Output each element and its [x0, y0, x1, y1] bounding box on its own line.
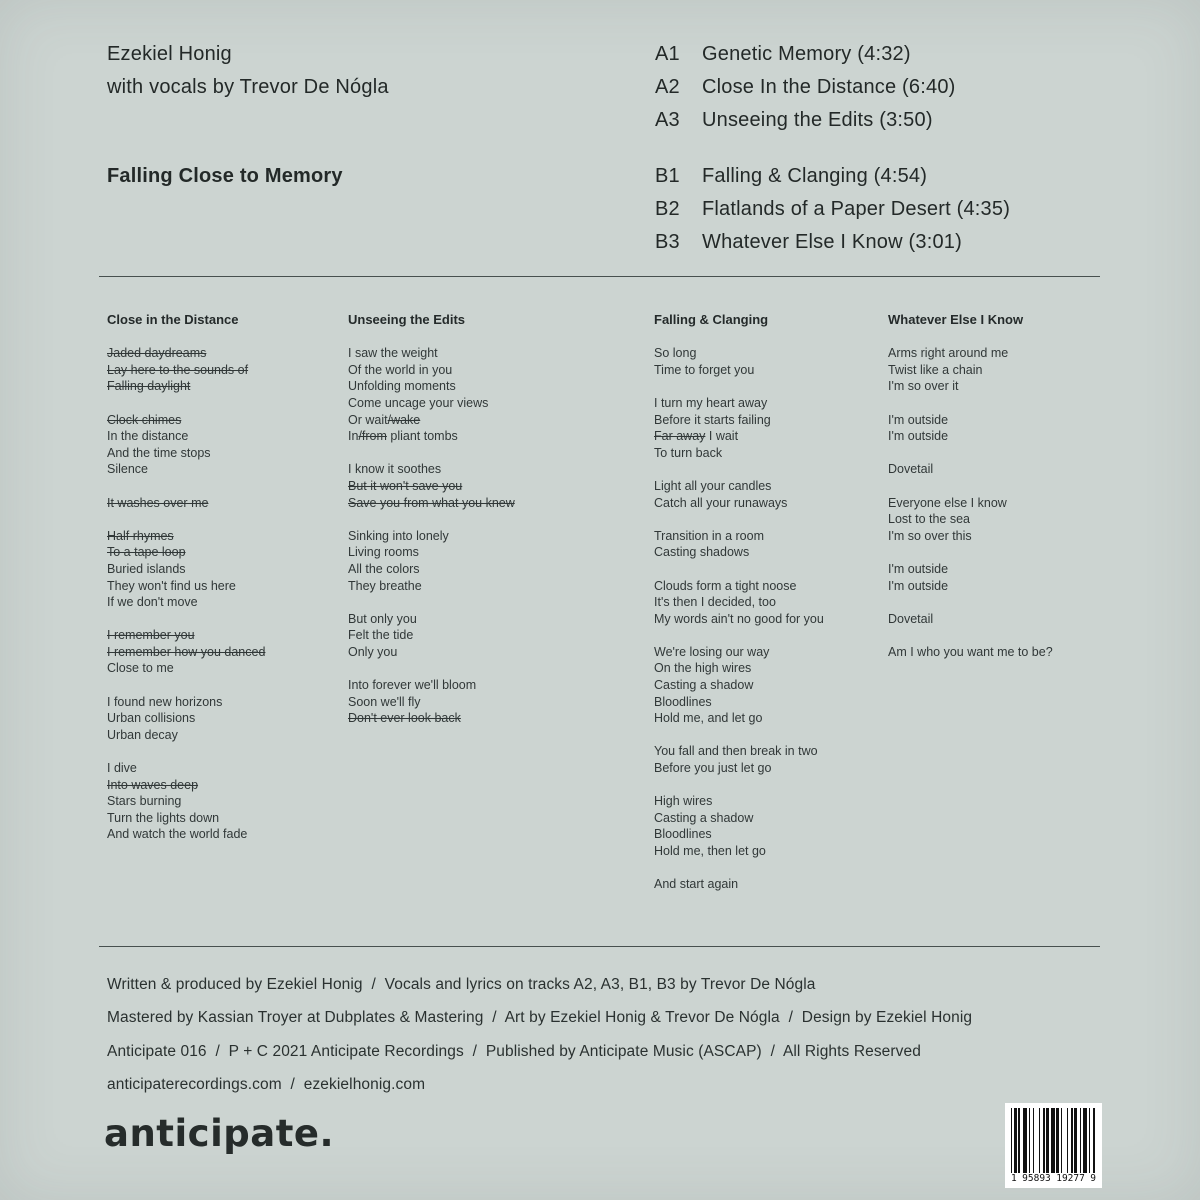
lyric-line [654, 445, 882, 462]
track-title: Whatever Else I Know (3:01) [702, 231, 962, 253]
lyric-line [348, 345, 648, 362]
lyric-line [107, 793, 342, 810]
lyrics-column-title: Unseeing the Edits [348, 312, 466, 327]
lyric-line [654, 677, 882, 694]
barcode-digit-group: 19277 [1056, 1173, 1085, 1184]
track-title: Close In the Distance (6:40) [702, 76, 956, 98]
lyric-text: Bloodlines [654, 827, 712, 842]
lyric-text: Catch all your runaways [654, 495, 788, 510]
track-title: Genetic Memory (4:32) [702, 43, 911, 65]
lyric-text: Transition in a room [654, 528, 764, 543]
track-title: Flatlands of a Paper Desert (4:35) [702, 198, 1011, 220]
lyric-text: Hold me, and let go [654, 711, 763, 726]
lyric-text: Come uncage your views [348, 395, 489, 410]
vocals-credit: with vocals by Trevor De Nógla [107, 76, 389, 98]
lyric-stanza [348, 611, 648, 661]
lyric-text: They won't find us here [107, 578, 236, 593]
lyric-line [654, 478, 882, 495]
lyric-text: Lost to the sea [888, 512, 971, 527]
lyric-line [888, 611, 1100, 628]
lyric-line [654, 544, 882, 561]
lyric-line [348, 611, 648, 628]
lyric-stanza [654, 478, 882, 511]
lyric-line [107, 644, 342, 661]
lyric-text: I saw the weight [348, 346, 438, 361]
lyric-text: Dovetail [888, 611, 934, 626]
lyric-line [107, 544, 342, 561]
lyric-line [348, 461, 648, 478]
lyric-line [107, 578, 342, 595]
lyric-line [348, 412, 648, 429]
lyric-stanza [107, 627, 342, 677]
lyric-text: Casting a shadow [654, 810, 754, 825]
lyric-text: I found new horizons [107, 694, 223, 709]
track-title: Unseeing the Edits (3:50) [702, 109, 933, 131]
lyric-text: I turn my heart away [654, 395, 768, 410]
lyric-text: Bloodlines [654, 694, 712, 709]
lyric-text: Unfolding moments [348, 379, 456, 394]
lyric-stanza [107, 760, 342, 843]
lyric-line [348, 627, 648, 644]
lyric-line [348, 694, 648, 711]
lyric-stanza [107, 345, 342, 395]
struck-text: Save you from what you knew [348, 495, 515, 510]
credit-line: Mastered by Kassian Troyer at Dubplates & Mastering / Art by Ezekiel Honig & Trevor De Nógla / Design by Ezekiel Honig [107, 1009, 973, 1027]
lyric-line [348, 644, 648, 661]
lyric-text: Only you [348, 644, 398, 659]
lyric-line [348, 428, 648, 445]
lyric-line [888, 378, 1100, 395]
struck-text: But it won't save you [348, 478, 463, 493]
lyric-line [348, 544, 648, 561]
lyric-text: All the colors [348, 561, 420, 576]
lyric-stanza [654, 644, 882, 727]
barcode [1005, 1103, 1102, 1188]
lyric-text: Dovetail [888, 462, 934, 477]
lyrics-column-falling-and-clanging [654, 312, 882, 893]
lyric-line [888, 528, 1100, 545]
lyric-text: Urban decay [107, 727, 178, 742]
lyric-text: Hold me, then let go [654, 844, 766, 858]
lyric-text: They breathe [348, 578, 422, 593]
barcode-digit-group: 9 [1090, 1173, 1096, 1184]
barcode-digit-group: 95893 [1022, 1173, 1051, 1184]
lyric-line [107, 362, 342, 379]
anticipate-logo: anticipate. [104, 1112, 335, 1155]
lyric-line [654, 395, 882, 412]
struck-text: /from [358, 429, 387, 444]
lyric-stanza [107, 528, 342, 611]
lyric-stanza [654, 743, 882, 776]
lyric-text: You fall and then break in two [654, 744, 818, 759]
lyric-line [654, 495, 882, 512]
lyric-text: I'm outside [888, 578, 949, 593]
artist-name: Ezekiel Honig [107, 43, 232, 65]
lyrics-column-title: Close in the Distance [107, 312, 239, 327]
lyric-line [107, 660, 342, 677]
lyric-text: I'm so over this [888, 528, 972, 543]
lyric-line [348, 362, 648, 379]
lyric-line [888, 461, 1100, 478]
struck-text: /wake [387, 412, 421, 427]
lyric-text: In the distance [107, 429, 189, 444]
lyric-stanza [348, 461, 648, 511]
lyric-text: Soon we'll fly [348, 694, 421, 709]
lyric-line [107, 528, 342, 545]
lyric-line [348, 677, 648, 694]
struck-text: Falling daylight [107, 379, 191, 394]
lyric-text: Light all your candles [654, 478, 772, 493]
track-row [655, 193, 1010, 226]
lyric-line [107, 412, 342, 429]
lyric-line [348, 495, 648, 512]
lyric-line [888, 412, 1100, 429]
lyric-text: Of the world in you [348, 362, 453, 377]
lyric-stanza [654, 578, 882, 628]
lyric-text: Time to forget you [654, 362, 755, 377]
lyric-line [654, 611, 882, 628]
lyric-text: If we don't move [107, 595, 198, 610]
track-number: A2 [655, 76, 680, 98]
lyric-text: Close to me [107, 661, 174, 676]
struck-text: Into waves deep [107, 777, 199, 792]
lyric-text: Stars burning [107, 794, 182, 809]
lyric-stanza [654, 528, 882, 561]
album-title: Falling Close to Memory [107, 165, 343, 187]
track-title: Falling & Clanging (4:54) [702, 165, 928, 187]
lyric-line [888, 362, 1100, 379]
lyric-line [654, 760, 882, 777]
lyric-line [348, 528, 648, 545]
lyric-line [348, 578, 648, 595]
lyric-text: I know it soothes [348, 462, 442, 477]
lyric-line [107, 428, 342, 445]
lyric-stanza [348, 528, 648, 594]
lyric-line [107, 495, 342, 512]
lyric-line [654, 826, 882, 843]
credit-line: Written & produced by Ezekiel Honig / Vocals and lyrics on tracks A2, A3, B1, B3 by Trevor De Nógla [107, 976, 816, 993]
barcode-number [1011, 1174, 1096, 1184]
header-artist-block [107, 38, 389, 193]
lyric-stanza [888, 611, 1100, 628]
lyric-line [348, 478, 648, 495]
track-row [655, 226, 1010, 259]
lyric-line [654, 660, 882, 677]
lyric-line [654, 345, 882, 362]
lyric-line [654, 594, 882, 611]
lyric-line [654, 428, 882, 445]
lyric-line [888, 644, 1100, 661]
lyric-line [348, 378, 648, 395]
lyric-text: We're losing our way [654, 644, 770, 659]
track-number: B3 [655, 231, 680, 253]
barcode-digit-group: 1 [1011, 1173, 1017, 1184]
lyric-line [888, 561, 1100, 578]
lyric-line [107, 826, 342, 843]
lyric-line [888, 578, 1100, 595]
lyric-stanza [654, 793, 882, 859]
credit-line: anticipaterecordings.com / ezekielhonig.com [107, 1076, 426, 1094]
lyric-text: Casting shadows [654, 545, 750, 560]
lyric-stanza [888, 412, 1100, 445]
credit-line: Anticipate 016 / P + C 2021 Anticipate Recordings / Published by Anticipate Music (ASCAP) / All Rights Reserved [107, 1042, 921, 1060]
lyric-text: And the time stops [107, 445, 211, 460]
lyric-stanza [888, 644, 1100, 661]
lyric-text: Sinking into lonely [348, 528, 449, 543]
lyric-text: Clouds form a tight noose [654, 578, 797, 593]
lyric-text: Arms right around me [888, 346, 1009, 361]
tracklist-side-b [655, 160, 1010, 259]
lyric-text: My words ain't no good for you [654, 611, 824, 626]
lyrics-column-close-in-the-distance [107, 312, 342, 843]
lyric-line [654, 876, 882, 893]
lyric-stanza [654, 876, 882, 893]
lyric-line [888, 428, 1100, 445]
barcode-bars [1011, 1108, 1096, 1173]
lyric-text: Turn the lights down [107, 810, 220, 825]
lyric-line [654, 528, 882, 545]
struck-text: Lay here to the sounds of [107, 362, 249, 377]
lyric-text: But only you [348, 611, 417, 626]
lyric-line [107, 594, 342, 611]
lyric-text: It's then I decided, too [654, 595, 776, 610]
lyric-line [107, 777, 342, 794]
lyric-line [654, 793, 882, 810]
lyric-line [107, 627, 342, 644]
lyric-text: In [348, 429, 359, 444]
lyric-text: I dive [107, 761, 137, 776]
lyric-line [107, 760, 342, 777]
lyric-line [888, 511, 1100, 528]
lyric-line [654, 412, 882, 429]
lyric-text: I'm outside [888, 429, 949, 444]
lyric-text: Am I who you want me to be? [888, 644, 1053, 659]
track-number: A1 [655, 43, 680, 65]
divider-bottom [99, 946, 1100, 947]
struck-text: It washes over me [107, 495, 209, 510]
lyric-text: So long [654, 346, 697, 361]
lyric-line [107, 378, 342, 395]
credits-block [107, 968, 972, 1102]
lyric-line [654, 644, 882, 661]
lyric-stanza [107, 694, 342, 744]
lyric-stanza [348, 677, 648, 727]
lyric-line [107, 561, 342, 578]
lyric-text: Twist like a chain [888, 362, 983, 377]
lyric-text: I'm so over it [888, 379, 959, 394]
lyric-text: Casting a shadow [654, 678, 754, 693]
lyric-text: To turn back [654, 445, 723, 460]
lyric-line [888, 495, 1100, 512]
struck-text: Half rhymes [107, 528, 174, 543]
lyric-line [107, 710, 342, 727]
tracklist [655, 38, 1010, 259]
lyric-stanza [654, 345, 882, 378]
lyric-line [107, 694, 342, 711]
lyric-text: High wires [654, 794, 713, 809]
struck-text: Clock chimes [107, 412, 182, 427]
lyric-text: Everyone else I know [888, 495, 1007, 510]
lyric-line [107, 810, 342, 827]
struck-text: To a tape loop [107, 545, 186, 560]
lyric-stanza [888, 345, 1100, 395]
track-row [655, 160, 1010, 193]
lyric-line [107, 727, 342, 744]
lyric-line [654, 810, 882, 827]
lyric-stanza [107, 412, 342, 478]
lyric-stanza [888, 495, 1100, 545]
lyrics-column-unseeing-the-edits [348, 312, 648, 727]
lyric-text: Or wait [348, 412, 388, 427]
struck-text: Jaded daydreams [107, 346, 207, 361]
lyric-stanza [107, 495, 342, 512]
lyric-text: Before you just let go [654, 761, 772, 776]
struck-text: I remember how you danced [107, 644, 266, 659]
lyric-text: I'm outside [888, 412, 949, 427]
lyric-text: And watch the world fade [107, 827, 248, 842]
lyric-line [348, 395, 648, 412]
track-row [655, 104, 1010, 137]
lyric-line [654, 694, 882, 711]
lyric-text: Buried islands [107, 561, 186, 576]
track-row [655, 38, 1010, 71]
tracklist-side-a [655, 38, 1010, 137]
lyric-text: Silence [107, 462, 148, 477]
barcode-gap [1095, 1108, 1096, 1173]
lyric-text: Living rooms [348, 545, 419, 560]
lyric-line [654, 743, 882, 760]
track-number: B1 [655, 165, 680, 187]
lyric-line [107, 345, 342, 362]
lyric-line [654, 578, 882, 595]
lyric-line [888, 345, 1100, 362]
lyrics-column-title: Whatever Else I Know [888, 312, 1024, 327]
track-row [655, 71, 1010, 104]
lyric-line [348, 710, 648, 727]
lyric-line [107, 461, 342, 478]
track-number: B2 [655, 198, 680, 220]
struck-text: Far away [654, 429, 706, 444]
lyric-text: pliant tombs [386, 429, 458, 444]
divider-top [99, 276, 1100, 277]
lyric-line [348, 561, 648, 578]
lyric-text: Urban collisions [107, 711, 196, 726]
lyric-text: Into forever we'll bloom [348, 678, 477, 693]
lyric-text: Before it starts failing [654, 412, 771, 427]
lyrics-column-title: Falling & Clanging [654, 312, 769, 327]
lyric-line [654, 362, 882, 379]
lyric-text: And start again [654, 877, 739, 892]
lyric-text: Felt the tide [348, 628, 414, 643]
lyric-stanza [888, 461, 1100, 478]
lyric-line [107, 445, 342, 462]
lyric-stanza [654, 395, 882, 461]
lyrics-column-whatever-else-i-know [888, 312, 1100, 660]
lyric-line [654, 843, 882, 860]
track-number: A3 [655, 109, 680, 131]
lyric-text: I wait [705, 429, 739, 444]
lyric-stanza [348, 345, 648, 445]
struck-text: Don't ever look back [348, 711, 461, 726]
lyric-line [654, 710, 882, 727]
struck-text: I remember you [107, 628, 195, 643]
lyric-text: On the high wires [654, 661, 752, 676]
lyric-text: I'm outside [888, 561, 949, 576]
lyric-stanza [888, 561, 1100, 594]
